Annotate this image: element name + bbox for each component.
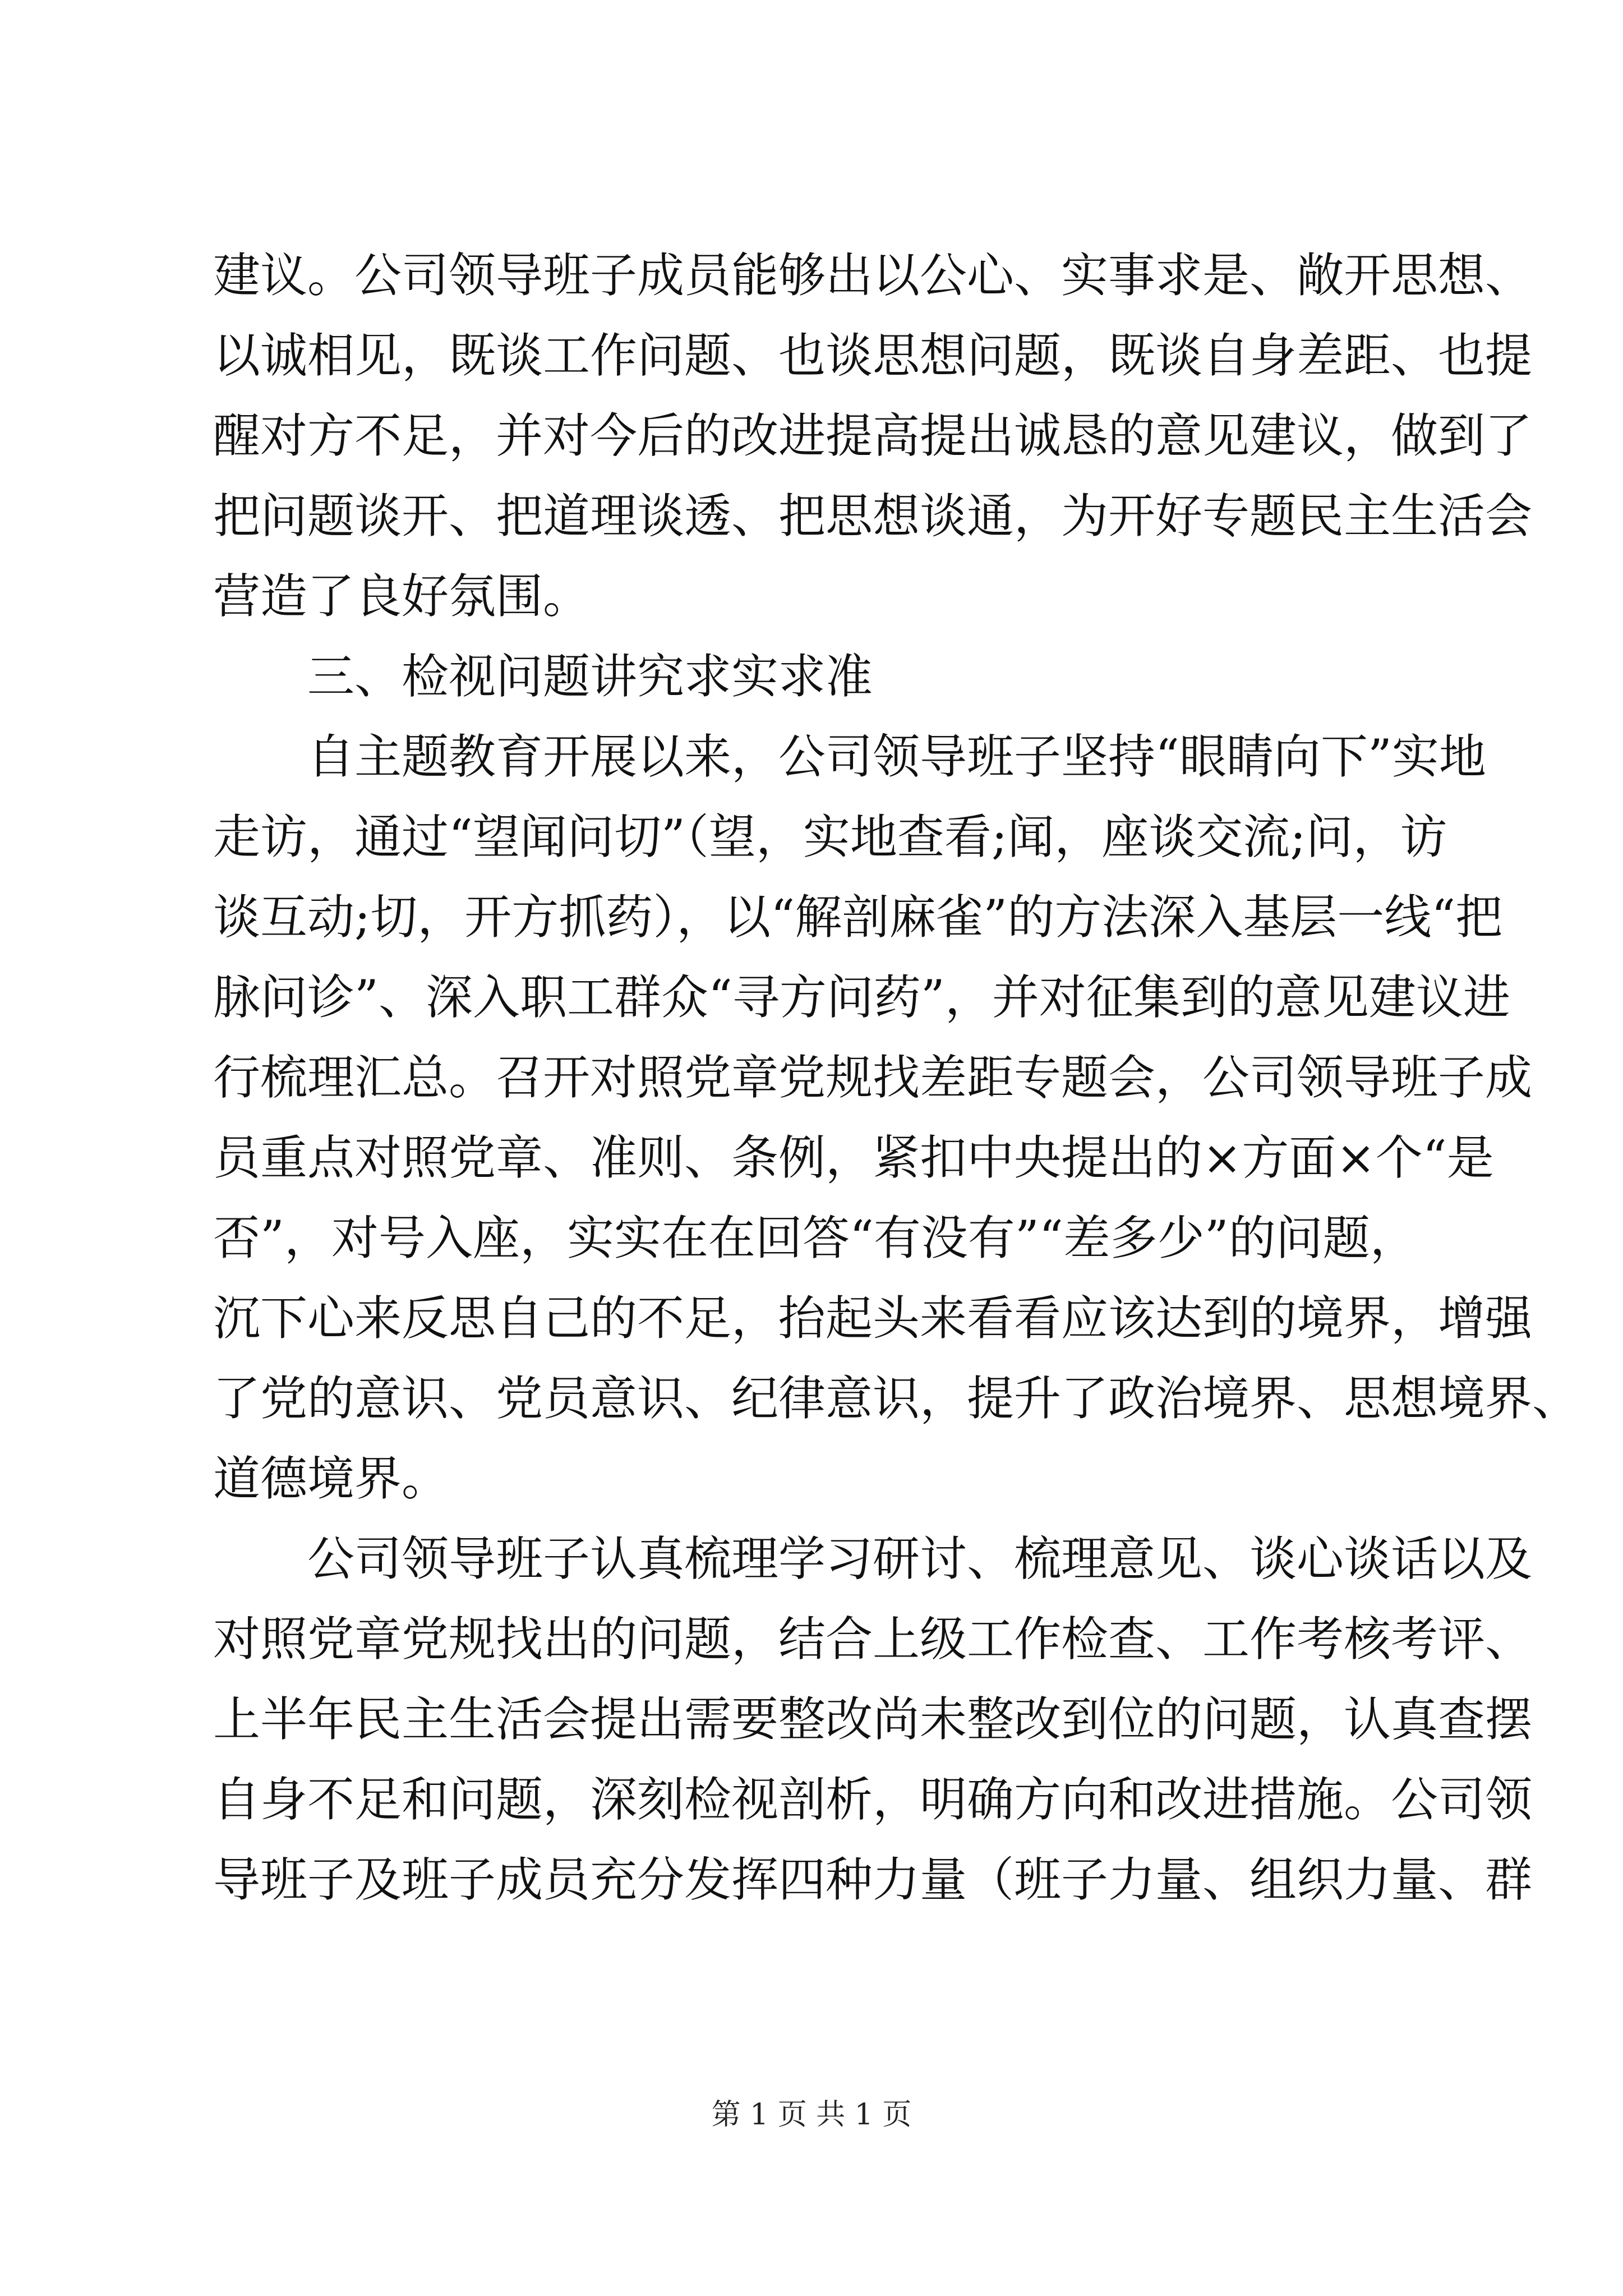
text-line: 建议。公司领导班子成员能够出以公心、实事求是、敞开思想、 [213, 248, 1533, 303]
text-line: 否”，对号入座，实实在在回答“有没有”“差多少”的问题， [213, 1211, 1417, 1266]
text-line: 自主题教育开展以来，公司领导班子坚持“眼睛向下”实地 [213, 729, 1486, 784]
document-body [213, 236, 1580, 1920]
text-line: 对照党章党规找出的问题，结合上级工作检查、工作考核考评、 [213, 1612, 1533, 1667]
section-heading: 三、检视问题讲究求实求准 [213, 649, 873, 704]
text-line: 上半年民主生活会提出需要整改尚未整改到位的问题，认真查摆 [213, 1692, 1533, 1747]
text-line: 谈互动;切，开方抓药），以“解剖麻雀”的方法深入基层一线“把 [213, 890, 1503, 945]
text-line: 营造了良好氛围。 [213, 569, 591, 624]
text-line: 沉下心来反思自己的不足，抬起头来看看应该达到的境界，增强 [213, 1291, 1533, 1346]
text-line: 员重点对照党章、准则、条例，紧扣中央提出的×方面×个“是 [213, 1130, 1494, 1185]
text-line: 自身不足和问题，深刻检视剖析，明确方向和改进措施。公司领 [213, 1772, 1533, 1827]
page-number: 第 1 页 共 1 页 [711, 2098, 912, 2132]
text-line: 道德境界。 [213, 1451, 449, 1506]
text-line: 脉问诊”、深入职工群众“寻方问药”，并对征集到的意见建议进 [213, 970, 1510, 1025]
text-line: 走访，通过“望闻问切”（望，实地查看;闻，座谈交流;问，访 [213, 809, 1447, 864]
text-line: 醒对方不足，并对今后的改进提高提出诚恳的意见建议，做到了 [213, 408, 1533, 463]
text-line: 以诚相见，既谈工作问题、也谈思想问题，既谈自身差距、也提 [213, 328, 1533, 383]
text-line: 公司领导班子认真梳理学习研讨、梳理意见、谈心谈话以及 [213, 1531, 1533, 1586]
text-line: 了党的意识、党员意识、纪律意识，提升了政治境界、思想境界、 [213, 1371, 1580, 1426]
text-line: 把问题谈开、把道理谈透、把思想谈通，为开好专题民主生活会 [213, 489, 1533, 544]
text-line: 行梳理汇总。召开对照党章党规找差距专题会，公司领导班子成 [213, 1050, 1533, 1105]
text-line: 导班子及班子成员充分发挥四种力量（班子力量、组织力量、群 [213, 1852, 1533, 1907]
page-footer [0, 2098, 1623, 2132]
